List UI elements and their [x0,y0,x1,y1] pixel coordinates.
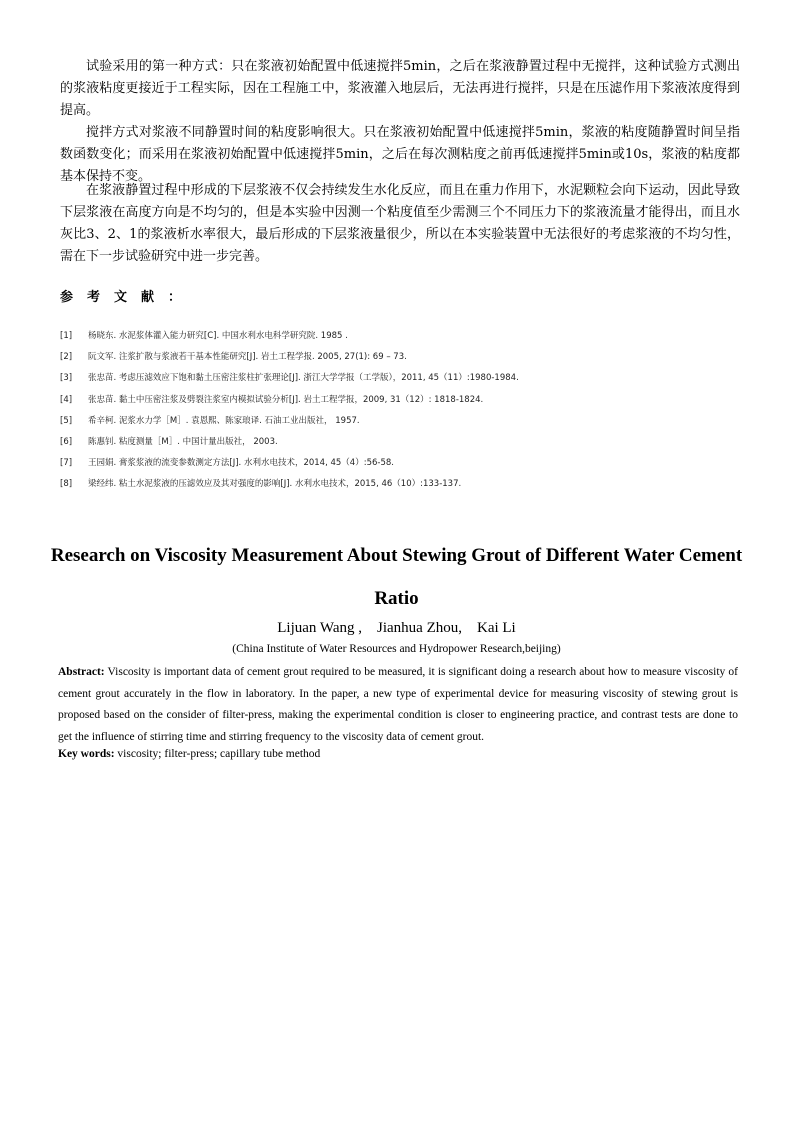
keywords-label: Key words: [58,748,115,760]
author-affiliation: (China Institute of Water Resources and Hydropower Research,beijing) [232,643,561,655]
abstract-text: Viscosity is important data of cement grout required to be measured, it is significant doing a research about how to measure viscosity of cement grout accurately in the flow in laboratory. In the paper, a new type of experimental device for measuring viscosity of stewing grout is proposed based on the consider of filter-press, making the experimental condition is closer to engineering practice, and contrast tests are done to get the influence of stirring time and stirring frequency to the viscosity data of cement grout. [58,666,738,743]
body-paragraph-1: 试验采用的第一种方式：只在浆液初始配置中低速搅拌5min，之后在浆液静置过程中无搅拌，这种试验方式测出的浆液粘度更接近于工程实际，因在工程施工中，浆液灌入地层后，无法再进行搅拌，只是在压滤作用下浆液浓度得到提高。 [60,59,740,118]
keywords-text: viscosity; filter-press; capillary tube method [114,748,321,760]
reference-item [60,432,750,453]
english-title-line-2: Ratio [374,588,419,609]
body-paragraph-2: 搅拌方式对浆液不同静置时间的粘度影响很大。只在浆液初始配置中低速搅拌5min，浆液的粘度随静置时间呈指数函数变化；而采用在浆液初始配置中低速搅拌5min，之后在每次测粘度之前再低速搅拌5min或10s，浆液的粘度都基本保持不变。 [60,125,740,184]
references-heading: 参考文献： [60,290,196,305]
reference-text: 王园娟. 膏浆浆液的流变参数测定方法[J]. 水利水电技术，2014, 45（4）:56-58. [88,458,394,469]
reference-text: 希辛柯. 泥浆水力学［M］. 袁恩熙、陈家琅译. 石油工业出版社， 1957. [88,415,360,426]
abstract-label: Abstract: [58,666,105,678]
english-abstract [58,662,738,748]
reference-number: [3] [60,373,73,384]
reference-number: [6] [60,436,73,447]
body-paragraph-3: 在浆液静置过程中形成的下层浆液不仅会持续发生水化反应，而且在重力作用下，水泥颗粒会向下运动，因此导致下层浆液在高度方向是不均匀的，但是本实验中因测一个粘度值至少需测三个不同压力下的浆液流量才能得出，而且水灰比3、2、1的浆液析水率很大，最后形成的下层浆液量很少，所以在本实验装置中无法很好的考虑浆液的不均匀性，需在下一步试验研究中进一步完善。 [60,183,740,264]
reference-item [60,368,750,389]
reference-item [60,390,750,411]
reference-text: 张忠苗. 考虑压滤效应下饱和黏土压密注浆柱扩张理论[J]. 浙江大学学报（工学版），2011, 45（11）:1980-1984. [88,373,519,384]
reference-number: [8] [60,479,73,490]
reference-item [60,453,750,474]
reference-text: 陈惠钊. 粘度测量［M］. 中国计量出版社， 2003. [88,436,278,447]
reference-number: [7] [60,458,73,469]
reference-text: 梁经纬. 粘土水泥浆液的压滤效应及其对强度的影响[J]. 水利水电技术，2015, 46（10）:133-137. [88,479,462,490]
reference-text: 张忠苗. 黏土中压密注浆及劈裂注浆室内模拟试验分析[J]. 岩土工程学报，2009, 31（12）: 1818-1824. [88,394,484,405]
reference-list [60,326,750,496]
english-title-line-1: Research on Viscosity Measurement About Stewing Grout of Different Water Cement [50,545,743,566]
author-list: Lijuan Wang , Jianhua Zhou, Kai Li [277,620,516,636]
reference-item [60,326,750,347]
reference-item [60,474,750,495]
reference-item [60,411,750,432]
english-keywords [58,744,320,764]
reference-number: [4] [60,394,73,405]
reference-number: [1] [60,331,73,341]
reference-text: 阮文军. 注浆扩散与浆液若干基本性能研究[J]. 岩土工程学报. 2005, 27(1): 69 – 73. [88,352,407,363]
reference-number: [2] [60,352,73,363]
reference-text: 杨晓东. 水泥浆体灌入能力研究[C]. 中国水利水电科学研究院. 1985 . [88,331,348,341]
reference-number: [5] [60,415,73,426]
reference-item [60,347,750,368]
